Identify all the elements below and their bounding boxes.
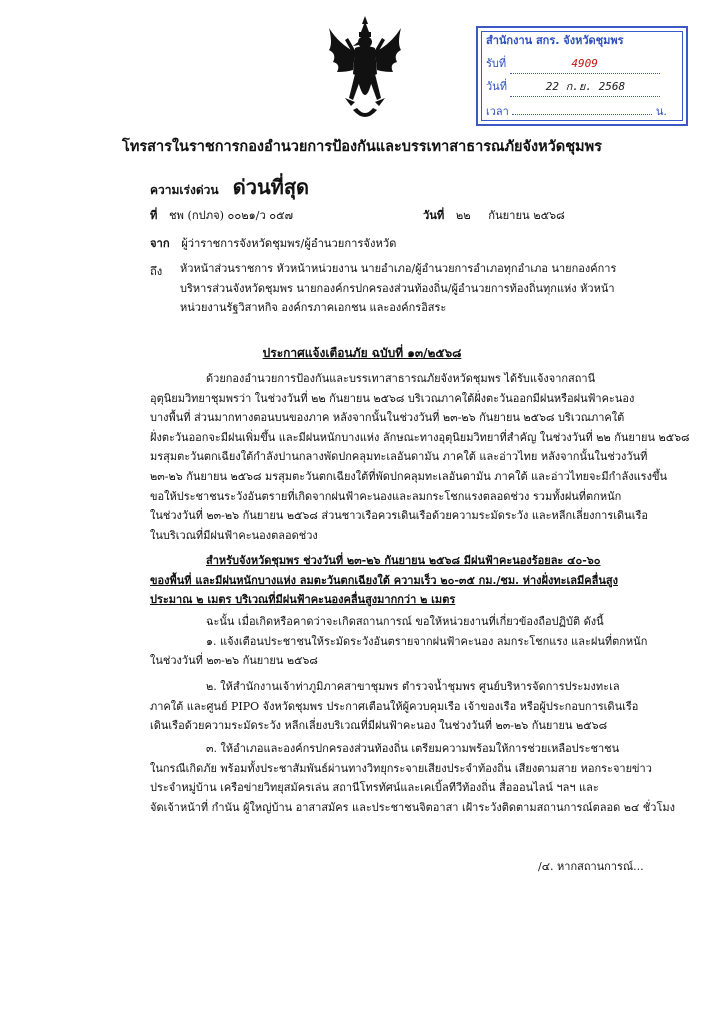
from-value: ผู้ว่าราชการจังหวัดชุมพร/ผู้อำนวยการจังหวัด xyxy=(181,237,397,250)
doc-date-label: วันที่ xyxy=(423,209,445,222)
stamp-date-row xyxy=(486,78,680,96)
announcement-heading: ประกาศแจ้งเตือนภัย ฉบับที่ ๑๓/๒๕๖๘ xyxy=(262,346,462,360)
doc-number-row xyxy=(150,206,293,224)
paragraph-line: ในช่วงวันที่ ๒๓-๒๖ กันยายน ๒๕๖๘ xyxy=(150,654,318,668)
paragraph-line: จัดเจ้าหน้าที่ กำนัน ผู้ใหญ่บ้าน อาสาสมัคร และประชาชนจิตอาสา เฝ้าระวังติดตามสถานการณ์ตลอด ๒๔ ชั่วโมง xyxy=(150,800,675,814)
paragraph-line: ฝั่งตะวันออกจะมีฝนเพิ่มขึ้น และมีฝนหนักบางแห่ง ลักษณะทางอุตุนิยมวิทยาที่สำคัญ ในช่วงวันที่ ๒๒ กันยายน ๒๕๖๘ xyxy=(150,430,690,444)
paragraph-line: สำหรับจังหวัดชุมพร ช่วงวันที่ ๒๓-๒๖ กันยายน ๒๕๖๘ มีฝนฟ้าคะนองร้อยละ ๔๐-๖๐ xyxy=(206,554,601,567)
stamp-date-label: วันที่ xyxy=(486,80,507,93)
stamp-time-suffix: น. xyxy=(655,105,667,118)
receipt-stamp xyxy=(476,26,688,126)
paragraph-line: ภาคใต้ และศูนย์ PIPO จังหวัดชุมพร ประกาศเตือนให้ผู้ควบคุมเรือ เจ้าของเรือ หรือผู้ประกอบการเดินเรือ xyxy=(150,699,639,713)
paragraph-line: ของพื้นที่ และมีฝนหนักบางแห่ง ลมตะวันตกเฉียงใต้ ความเร็ว ๒๐-๓๕ กม./ชม. ห่างฝั่งทะเลมีคลื่นสูง xyxy=(150,573,618,587)
paragraph-line: ๓. ให้อำเภอและองค์กรปกครองส่วนท้องถิ่น เตรียมความพร้อมให้การช่วยเหลือประชาชน xyxy=(206,742,620,755)
paragraph-instructions xyxy=(150,612,648,671)
garuda-emblem-icon xyxy=(325,14,405,126)
to-block xyxy=(180,259,630,318)
doc-date-row xyxy=(423,206,565,224)
from-row xyxy=(150,234,396,252)
paragraph-background xyxy=(150,369,690,545)
stamp-received-row xyxy=(486,55,680,73)
continued-note: /๔. หากสถานการณ์... xyxy=(538,860,644,873)
from-label: จาก xyxy=(150,237,170,250)
paragraph-line: ประจำหมู่บ้าน เครือข่ายวิทยุสมัครเล่น สถานีโทรทัศน์และเคเบิ้ลทีวีท้องถิ่น สื่อออนไลน์ ฯลฯ และ xyxy=(150,781,599,795)
paragraph-line: เดินเรือด้วยความระมัดระวัง หลีกเลี่ยงบริเวณที่มีฝนฟ้าคะนอง ในช่วงวันที่ ๒๓-๒๖ กันยายน ๒๕๖๘ xyxy=(150,719,608,733)
paragraph-line: ๑. แจ้งเตือนประชาชนให้ระมัดระวังอันตรายจากฝนฟ้าคะนอง ลมกระโชกแรง และฝนที่ตกหนัก xyxy=(206,634,648,648)
stamp-received-number: 4909 xyxy=(571,57,598,70)
paragraph-line: บางพื้นที่ ส่วนมากทางตอนบนของภาค หลังจากนั้นในช่วงวันที่ ๒๓-๒๖ กันยายน ๒๕๖๘ บริเวณภาคใต้ xyxy=(150,411,625,425)
to-line: หัวหน้าส่วนราชการ หัวหน้าหน่วยงาน นายอำเภอ/ผู้อำนวยการอำเภอทุกอำเภอ นายกองค์การ xyxy=(180,262,617,275)
to-line: หน่วยงานรัฐวิสาหกิจ องค์กรภาคเอกชน และองค์กรอิสระ xyxy=(180,301,447,315)
stamp-office xyxy=(486,32,680,50)
doc-date-day: ๒๒ xyxy=(455,209,471,222)
paragraph-line: ๒๓-๒๖ กันยายน ๒๕๖๘ มรสุมตะวันตกเฉียงใต้ที่พัดปกคลุมทะเลอันดามัน ภาคใต้ และอ่าวไทยจะมีกำลังแรงขึ้น xyxy=(150,469,667,483)
paragraph-line: มรสุมตะวันตกเฉียงใต้กำลังปานกลางพัดปกคลุมทะเลอันดามัน ภาคใต้ และอ่าวไทย หลังจากนั้นในช่วงวันที่ xyxy=(150,450,648,464)
paragraph-line: ๒. ให้สำนักงานเจ้าท่าภูมิภาคสาขาชุมพร ตำรวจน้ำชุมพร ศูนย์บริหารจัดการประมงทะเล xyxy=(206,680,620,693)
paragraph-line: ขอให้ประชาชนระวังอันตรายที่เกิดจากฝนฟ้าคะนองและลมกระโชกแรงตลอดช่วง รวมทั้งฝนที่ตกหนัก xyxy=(150,489,622,503)
urgency-row xyxy=(150,171,309,203)
doc-date-month-year: กันยายน ๒๕๖๘ xyxy=(488,209,565,222)
paragraph-marine-warning xyxy=(150,677,639,736)
paragraph-line: ในช่วงวันที่ ๒๓-๒๖ กันยายน ๒๕๖๘ ส่วนชาวเรือควรเดินเรือด้วยความระมัดระวัง และหลีกเลี่ยงการเดินเรือ xyxy=(150,509,648,523)
urgency-label: ความเร่งด่วน xyxy=(150,183,219,197)
stamp-time-label: เวลา xyxy=(486,105,509,118)
doc-number: ชพ (กปภจ) ๐๐๒๑/ว ๐๕๗ xyxy=(168,209,293,222)
paragraph-line: อุตุนิยมวิทยาชุมพรว่า ในช่วงวันที่ ๒๒ กันยายน ๒๕๖๘ บริเวณภาคใต้ฝั่งตะวันออกมีฝนหรือฝนฟ้าคะนอง xyxy=(150,391,635,405)
stamp-office-label: สำนักงาน สกร. xyxy=(486,34,560,47)
stamp-received-label: รับที่ xyxy=(486,57,507,70)
paragraph-chumphon-forecast xyxy=(150,551,620,610)
paragraph-line: ด้วยกองอำนวยการป้องกันและบรรเทาสาธารณภัยจังหวัดชุมพร ได้รับแจ้งจากสถานี xyxy=(206,372,596,385)
to-label: ถึง xyxy=(150,265,163,278)
paragraph-line: ฉะนั้น เมื่อเกิดหรือคาดว่าจะเกิดสถานการณ์ ขอให้หน่วยงานที่เกี่ยวข้องถือปฏิบัติ ดังนี้ xyxy=(206,615,604,628)
stamp-office-name: จังหวัดชุมพร xyxy=(563,34,624,47)
paragraph-line: ประมาณ ๒ เมตร บริเวณที่มีฝนฟ้าคะนองคลื่นสูงมากกว่า ๒ เมตร xyxy=(150,593,456,607)
document-title: โทรสารในราชการกองอำนวยการป้องกันและบรรเทาสาธารณภัยจังหวัดชุมพร xyxy=(122,139,602,155)
stamp-date-value: 22 ก.ย. 2568 xyxy=(545,80,626,93)
paragraph-line: ในกรณีเกิดภัย พร้อมทั้งประชาสัมพันธ์ผ่านทางวิทยุกระจายเสียงประจำท้องถิ่น เสียงตามสาย หอกระจายข่าว xyxy=(150,761,652,775)
stamp-time-row xyxy=(486,103,680,121)
paragraph-line: ในบริเวณที่มีฝนฟ้าคะนองตลอดช่วง xyxy=(150,528,318,542)
to-line: บริหารส่วนจังหวัดชุมพร นายกองค์กรปกครองส่วนท้องถิ่น/ผู้อำนวยการท้องถิ่นทุกแห่ง หัวหน้า xyxy=(180,281,615,295)
paragraph-local-preparedness xyxy=(150,739,675,817)
doc-number-label: ที่ xyxy=(150,209,158,222)
urgency-value: ด่วนที่สุด xyxy=(232,175,310,199)
